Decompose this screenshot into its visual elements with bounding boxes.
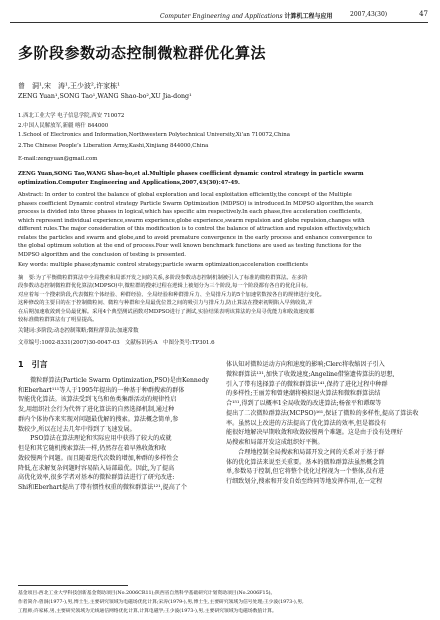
right-column: 体认知对微粒运动方向和速度的影响;Clerc将收缩因子引入 微粒群算法¹³¹,加快了收敛速度;Angeline借鉴遗传算法的思想, 引入了带有选择算子的微粒群算法¹⁴¹,保持了进化过程中种群 的多样性;王丽芳和曾建潮将模拟退火算法和微粒群算法结 合¹⁵¹,得到了以概率1全局收敛的改进算法;杨雀平和谭琛等 提出了二次微粒群算法(MCPSO)¹⁶¹,保证了微粒的多样性,提高了算法收 率。虽然以上改进的方法提高了优化算法的效率,但是都没有 能很好地解决早期收敛和收敛较慢两个难题。这是由于没有处理好 局搜索和局部开发这成组织好平衡。 合理地控制全局搜索和局部开发之间的关系对于基于群 体的优化算法来说至关重要。基本的微粒群算法虽然概念简 单,参数易于控制,但它将整个优化过程视为一个整体,没有进 行细致划分,搜索和开发自始至终同等地发挥作用,在一定程: [226, 361, 419, 485]
footnote-fund: 基金项目:西北工业大学科技创新基金资助项目(No.2006CR11);陕西省自然科学基础研究计划资助项目(No.2006F15)。: [18, 591, 276, 596]
authors-cn: 曾 洞¹,宋 涛¹,王少波²,许家栋¹: [18, 82, 120, 90]
affiliation: 1.School of Electronics and Information,Northwestern Polytechnical University,Xi’an 710072,China: [18, 132, 290, 138]
journal-volume: 2007,43(30): [350, 11, 388, 18]
journal-name: Computer Engineering and Applications 计算机工程与应用: [160, 13, 333, 20]
footnote-author: 作者简介:曾洞(1977-),男,博士生,主要研究领域为电磁场优化计算;宋涛(1979-),男,博士生,主要研究领域为信号处理;王少波(1973-),男,: [18, 600, 304, 605]
header-rule: [10, 22, 428, 23]
footnote-author: 工程师;许家栋,男,主要研究领域为无线通信网络优化计算,计算电磁学;王少波(1973-),男,主要研究领域为电磁场数值计算。: [18, 609, 277, 614]
email: E-mail:zengyuan@gmail.com: [18, 156, 98, 162]
left-column: 1 引言 微粒群算法(Particle Swarm Optimization,PSO)是由Kennedy 和Eberhart¹¹¹等人于1995年提出的一种基于种群搜索的群体 智能优化算法。该算法受到飞鸟和鱼类集群活动的规律性启 发,用组织社会行为代替了进化算法的自然选择机制,通过种 群内个体协作来实现对问题最优解的搜索。算法概念简单,参 数较少,所以在过去几年中得到了飞速发展。 PSO算法在算法理论和实际应用中获得了较大的成就 但是和其它随机搜索算法一样,仍然存在着早熟收敛和收 敛较慢两个问题。而且随着迭代次数的增加,种群的多样性会 降低,在求解复杂问题时容易陷入局部最优。因此,为了提高 高优化效率,很多学者对基本的微粒群算法进行了研究改进: Shi和Eberhart提出了带有惯性权重的微粒群算法¹²¹,提高了个: [18, 360, 214, 493]
section-heading: 1 引言: [18, 360, 48, 369]
affiliation: 1.西北工业大学 电子信息学院,西安 710072: [18, 113, 125, 119]
citation-en: ZENG Yuan,SONG Tao,WANG Shao-bo,et al.Multiple phases coefficient dynamic control strategy in particle swarm optimization.Computer Engineering and Applications,2007,43(30):47-49.: [18, 171, 364, 186]
article-number: 文章编号:1002-8331(2007)30-0047-03 文献标识码:A 中图分类号:TP301.6: [18, 340, 215, 346]
affiliation: 2.中国人民解放军,新疆 喀什 844000: [18, 123, 109, 129]
keywords-en: Key words: multiple phase;dynamic control strategy;particle swarm optimization;acceleration coefficients: [18, 262, 308, 268]
page-number: 47: [419, 10, 428, 18]
abstract-cn: 摘 要:为了平衡微粒群算法中全局搜索和局部开发之间的关系,多阶段参数动态控制机制被引入了标准的微粒群算法。在多阶 段参数动态控制微粒群优化算法(MDPSO)中,微粒群的搜索过程在逻辑上被划分为三个阶段,每一个阶段都有各自的优化目标, 对应着每一个搜索阶段,代表微粒个体经验、种群经验、全局经验和种群排斥力、全局排斥力的5个加速常数按各自的规律进行变化。 这种修改的主要目的在于控制微粒间、微粒与种群和全局最优位置之间的吸引力与排斥力,防止算法在搜索初期陷入早熟收敛,并 在后期加速收敛到全局最优解。采用4个典型测试函数对MDPSO进行了测试,实验结果表明该算法的全局寻优能力和收敛速度都 较标准微粒群算法有了明显提高。: [18, 275, 325, 324]
abstract-en: Abstract: In order to control the balance of global exploration and local exploitation efficiently,the concept of the Multiple phases coefficient Dynamic control strategy Particle Swarm Optimization (MDPSO) is introduced.In MDPSO algorithm,the search process is divided into three phases in logical,which has specific aim respectively.In each phase,five acceleration coefficients, which represent individual experience,swarm experience,globe experience,swarm repulsion and globe repulsion,changes with different rules.The major consideration of this modification is to control the balance of attraction and repulsion effectively,which relates the particles and swarm and globe,and to avoid premature convergence in the early process and enhance convergence to the global optimum solution at the end of process.Four well known benchmark functions are used as testing functions for the MDPSO algorithm and the conclusion of testing is presented.: [18, 192, 374, 258]
footnote-rule: [18, 585, 128, 586]
affiliation: 2.The Chinese People’s Liberation Army,Kashi,Xinjiang 844000,China: [18, 143, 209, 149]
keywords-cn: 关键词:多阶段;动态控制策略;微粒群算法;加速常数: [18, 328, 139, 334]
authors-en: ZENG Yuan¹,SONG Tao¹,WANG Shao-bo²,XU Jia-dong¹: [18, 93, 192, 100]
paper-title: 多阶段参数动态控制微粒群优化算法: [18, 44, 267, 62]
